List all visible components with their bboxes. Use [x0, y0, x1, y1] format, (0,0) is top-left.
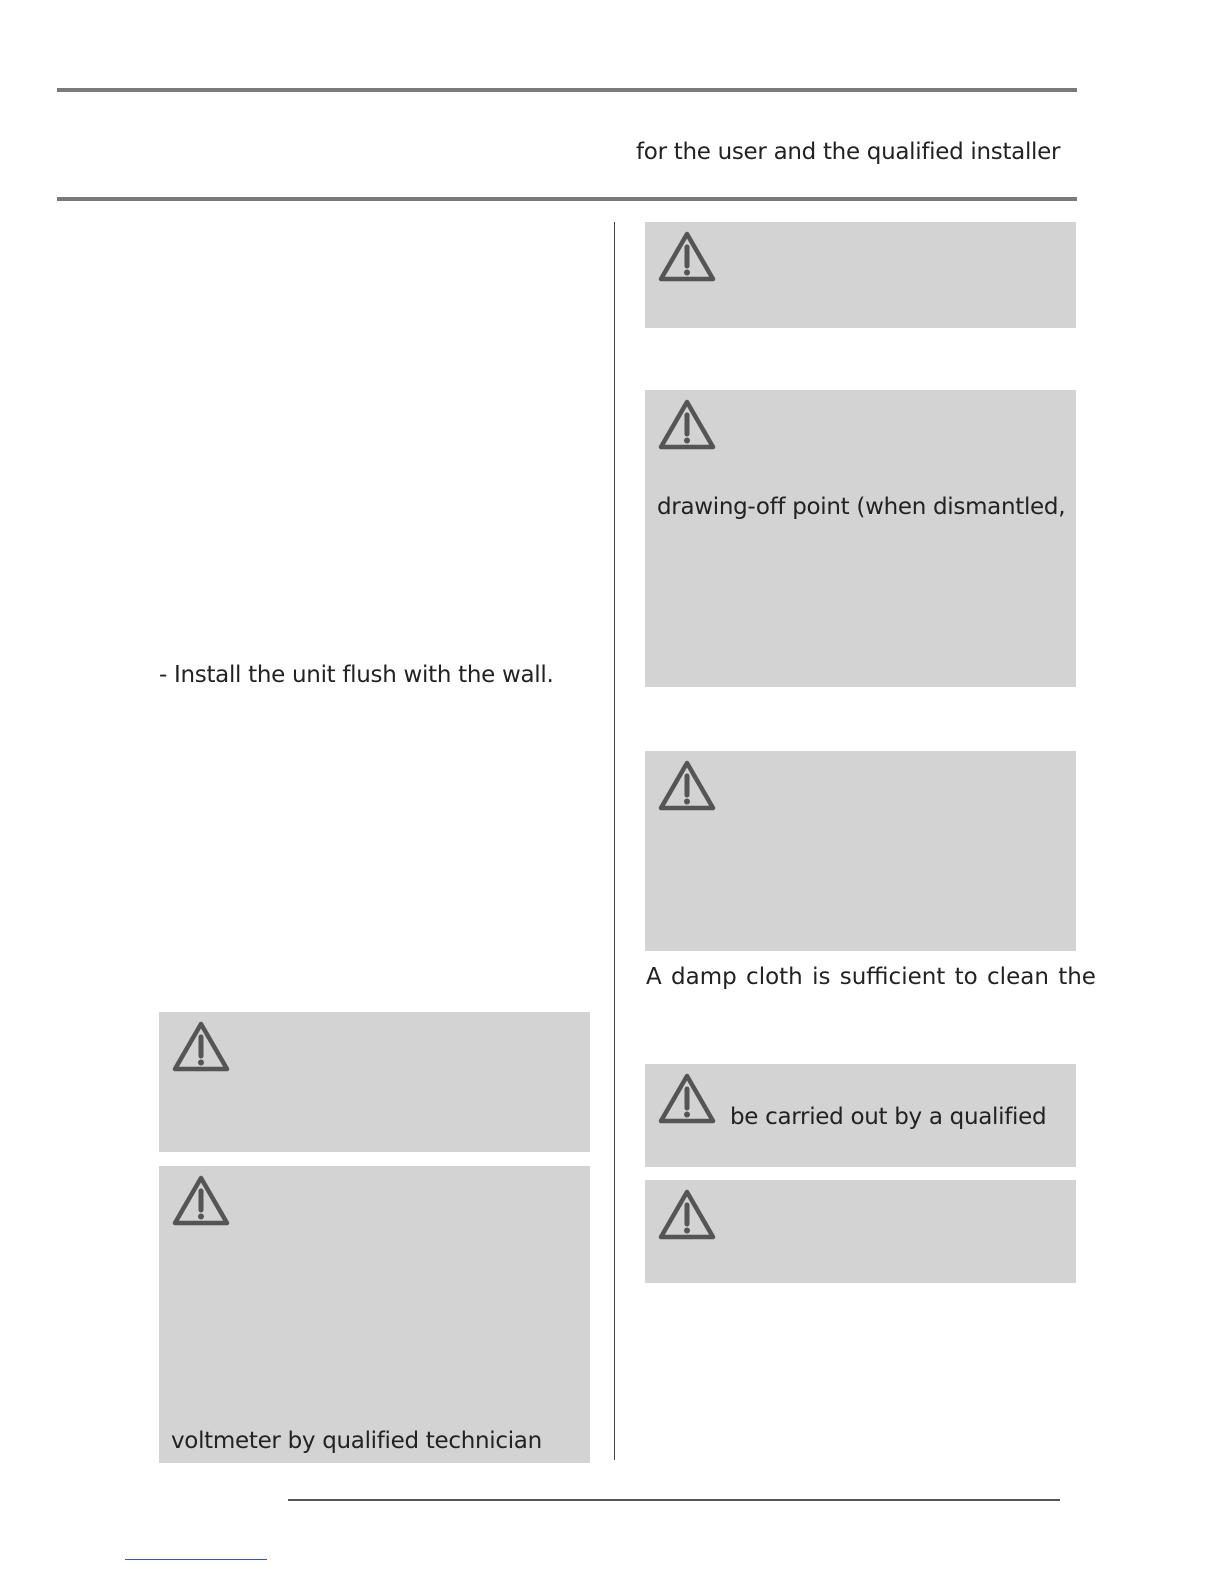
warning-text-qualified: be carried out by a qualified: [730, 1104, 1047, 1130]
warning-triangle-icon: [657, 759, 717, 813]
header-subtitle: for the user and the qualified installer: [636, 139, 1061, 165]
warning-box-right-1: [645, 222, 1076, 328]
footer-link-underline[interactable]: [125, 1559, 267, 1560]
warning-text-voltmeter: voltmeter by qualified technician: [171, 1428, 542, 1454]
warning-box-left-1: [159, 1012, 590, 1152]
warning-box-right-5: [645, 1180, 1076, 1283]
footer-rule: [288, 1499, 1060, 1501]
column-divider: [614, 222, 615, 1460]
cleaning-note: A damp cloth is sufficient to clean the: [646, 964, 1096, 990]
warning-triangle-icon: [171, 1174, 231, 1228]
warning-box-right-3: [645, 751, 1076, 951]
warning-triangle-icon: [657, 230, 717, 284]
warning-triangle-icon: [657, 1072, 717, 1126]
warning-box-right-4: [645, 1064, 1076, 1167]
warning-box-right-2: [645, 390, 1076, 687]
warning-triangle-icon: [657, 398, 717, 452]
warning-triangle-icon: [171, 1020, 231, 1074]
warning-text-drawing-off: drawing-off point (when dismantled,: [657, 494, 1066, 520]
header-bottom-rule: [57, 197, 1077, 201]
install-note: - Install the unit flush with the wall.: [159, 662, 554, 688]
warning-box-left-2: [159, 1166, 590, 1463]
warning-triangle-icon: [657, 1188, 717, 1242]
header-top-rule: [57, 88, 1077, 92]
